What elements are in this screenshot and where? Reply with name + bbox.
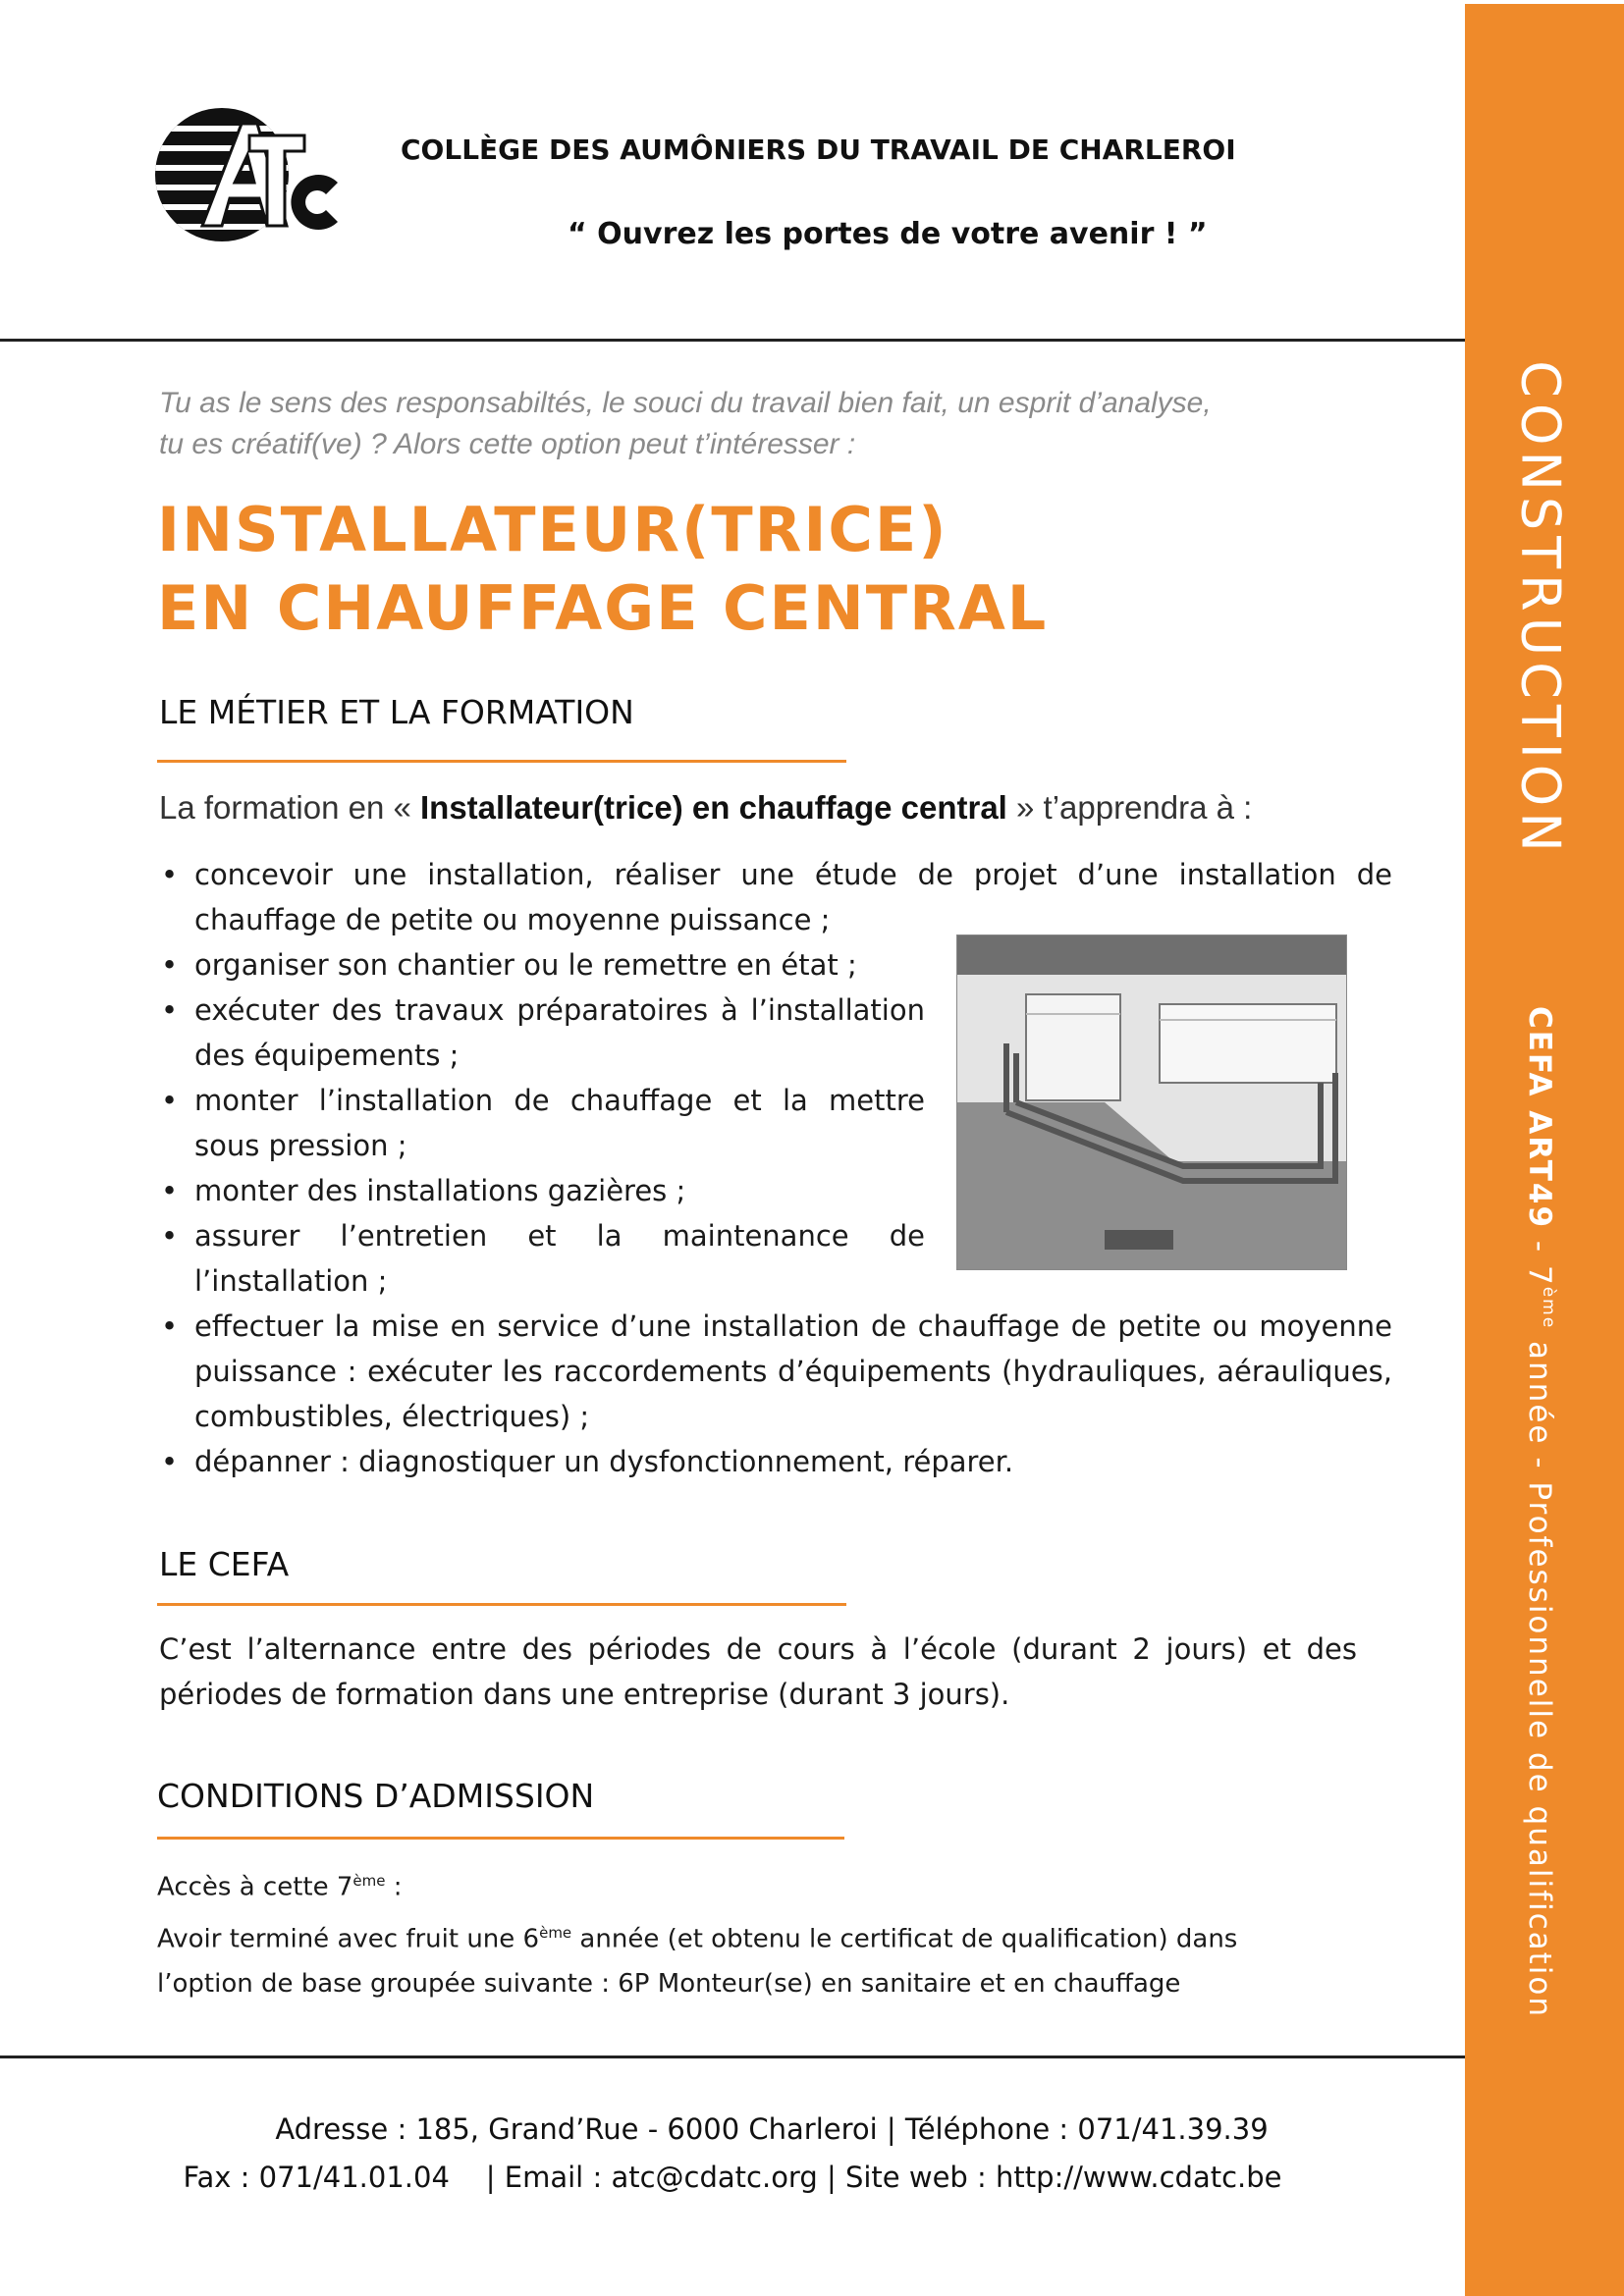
title-line-2: EN CHAUFFAGE CENTRAL [157,572,1049,644]
side-program [1506,972,1575,2052]
page-title [157,491,1434,648]
metier-underline [157,760,846,763]
side-department-label: CONSTRUCTION [1509,359,1572,858]
footer-address: Adresse : 185, Grand’Rue - 6000 Charleroi | Téléphone : 071/41.39.39 [275,2112,1269,2146]
list-item: • dépanner : diagnostiquer un dysfonctionnement, réparer. [161,1445,1014,1478]
intro-text [159,383,1396,465]
list-item: • concevoir une installation, réaliser une étude de projet d’une installation de chauffage de petite ou moyenne puissance ; [161,858,1392,936]
cefa-underline [157,1603,846,1606]
side-department [1506,334,1575,883]
footer-divider [0,2056,1465,2058]
metier-heading: LE MÉTIER ET LA FORMATION [159,693,634,731]
side-program-label: CEFA ART49 - 7ème année - Professionnelle de qualification [1522,1005,1559,2018]
list-item: • monter l’installation de chauffage et la mettre sous pression ; [161,1084,925,1162]
list-item: • effectuer la mise en service d’une installation de chauffage de petite ou moyenne puissance : exécuter les raccordements d’équipements (hydrauliques, aérauliques, combustibles, électriques) ; [161,1309,1392,1433]
cefa-heading: LE CEFA [159,1545,290,1583]
list-item: • monter des installations gazières ; [161,1174,686,1207]
list-item: • exécuter des travaux préparatoires à l’installation des équipements ; [161,993,925,1072]
intro-line-2: tu es créatif(ve) ? Alors cette option peut t’intéresser : [159,428,856,460]
atc-logo [155,106,348,243]
intro-line-1: Tu as le sens des responsabiltés, le souci du travail bien fait, un esprit d’analyse, [159,387,1212,419]
admission-line-2: Avoir terminé avec fruit une 6ème année (et obtenu le certificat de qualification) dans [157,1923,1238,1954]
admission-text [157,1858,1375,2006]
header-divider [0,339,1465,342]
admission-heading: CONDITIONS D’ADMISSION [157,1777,595,1815]
footer-contact: Fax : 071/41.01.04 | Email : atc@cdatc.org | Site web : http://www.cdatc.be [183,2161,1282,2194]
admission-line-3: l’option de base groupée suivante : 6P Monteur(se) en sanitaire et en chauffage [157,1969,1181,2000]
metier-lead: La formation en « Installateur(trice) en chauffage central » t’apprendra à : [159,789,1253,826]
admission-underline [157,1837,844,1840]
list-item: • organiser son chantier ou le remettre en état ; [161,948,857,982]
admission-access: Accès à cette 7ème : [157,1872,403,1902]
list-item: • assurer l’entretien et la maintenance de l’installation ; [161,1219,925,1298]
metier-list [157,852,1392,1484]
motto: “ Ouvrez les portes de votre avenir ! ” [568,217,1208,251]
cefa-text: C’est l’alternance entre des périodes de cours à l’école (durant 2 jours) et des périodes de formation dans une entreprise (durant 3 jours). [159,1632,1357,1711]
college-name: COLLÈGE DES AUMÔNIERS DU TRAVAIL DE CHARLEROI [401,133,1236,166]
title-line-1: INSTALLATEUR(TRICE) [157,494,948,565]
